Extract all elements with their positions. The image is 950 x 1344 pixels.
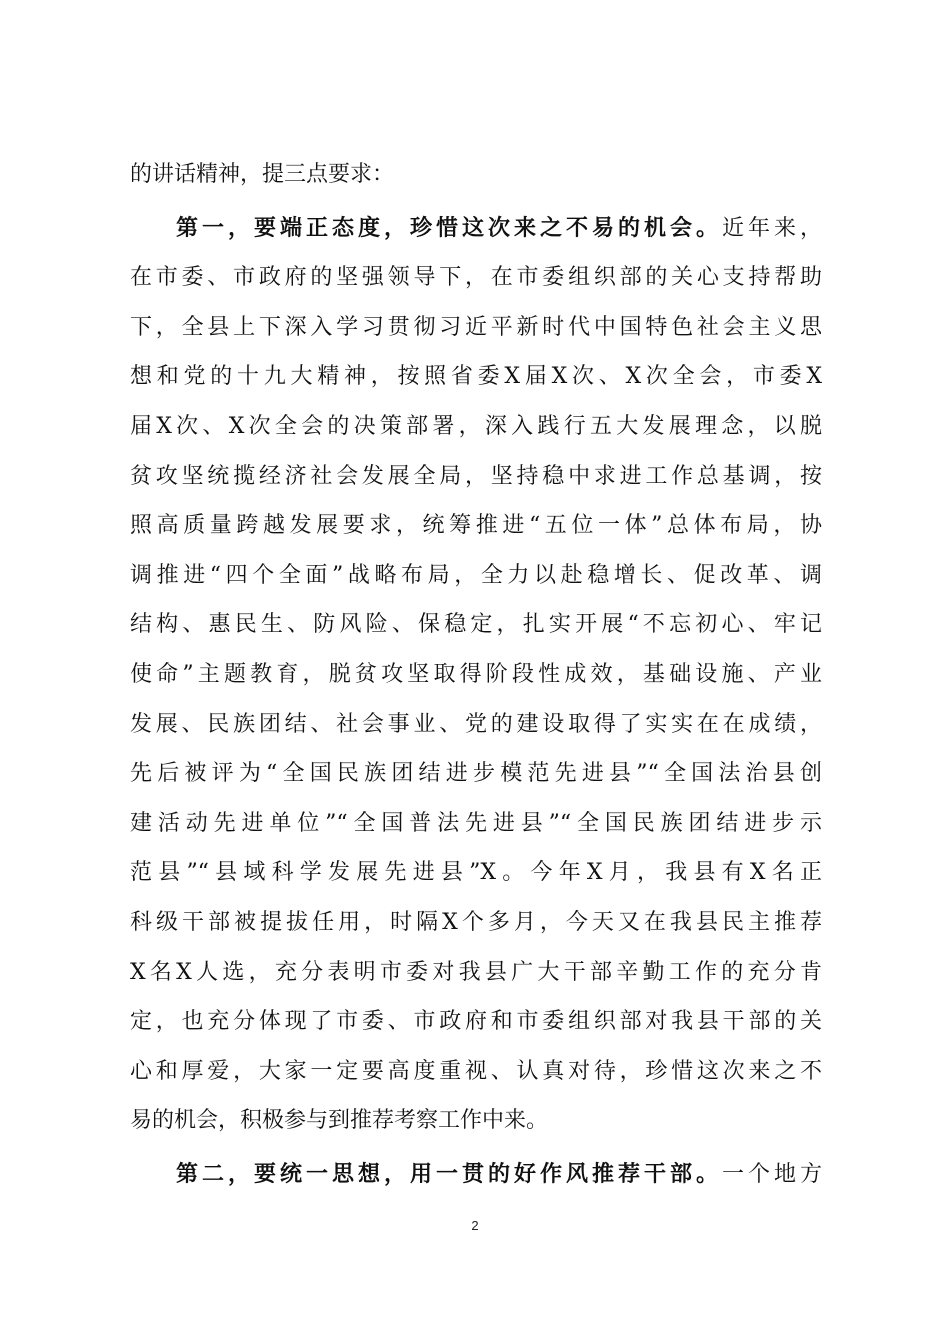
paragraph-line: 想和党的十九大精神，按照省委X届X次、X次全会，市委X [130, 364, 822, 390]
paragraph-line: 照高质量跨越发展要求，统筹推进“五位一体”总体布局，协 [130, 513, 822, 539]
paragraph-text: 近年来， [721, 215, 822, 241]
paragraph-line: 使命”主题教育，脱贫攻坚取得阶段性成效，基础设施、产业 [130, 661, 822, 687]
paragraph-line: 心和厚爱，大家一定要高度重视、认真对待，珍惜这次来之不 [130, 1058, 822, 1084]
section-heading: 第二，要统一思想，用一贯的好作风推荐干部。 [176, 1161, 722, 1187]
paragraph-line: 届X次、X次全会的决策部署，深入践行五大发展理念，以脱 [130, 413, 822, 439]
page-number: 2 [471, 1218, 479, 1233]
paragraph-line: 易的机会，积极参与到推荐考察工作中来。 [130, 1108, 549, 1134]
paragraph-text: 一个地方 [721, 1161, 822, 1187]
paragraph-line: 贫攻坚统揽经济社会发展全局，坚持稳中求进工作总基调，按 [130, 463, 822, 489]
paragraph-line: 调推进“四个全面”战略布局，全力以赴稳增长、促改革、调 [130, 562, 822, 588]
paragraph-line: 范县”“县域科学发展先进县”X。今年X月，我县有X名正 [130, 860, 822, 886]
paragraph-line [130, 204, 822, 254]
paragraph-line: 建活动先进单位”“全国普法先进县”“全国民族团结进步示 [130, 810, 822, 836]
paragraph-line: 先后被评为“全国民族团结进步模范先进县”“全国法治县创 [130, 761, 822, 787]
document-body [130, 150, 822, 1199]
paragraph-line: 在市委、市政府的坚强领导下，在市委组织部的关心支持帮助 [130, 265, 822, 291]
paragraph-line [130, 1150, 822, 1200]
paragraph-line: X名X人选，充分表明市委对我县广大干部辛勤工作的充分肯 [130, 959, 822, 985]
paragraph-line: 定，也充分体现了市委、市政府和市委组织部对我县干部的关 [130, 1009, 822, 1035]
section-heading: 第一，要端正态度，珍惜这次来之不易的机会。 [176, 215, 722, 241]
paragraph-line: 发展、民族团结、社会事业、党的建设取得了实实在在成绩， [130, 711, 822, 737]
paragraph-line: 结构、惠民生、防风险、保稳定，扎实开展“不忘初心、牢记 [130, 612, 822, 638]
paragraph-line: 的讲话精神，提三点要求： [130, 162, 395, 187]
paragraph-line: 科级干部被提拔任用，时隔X个多月，今天又在我县民主推荐 [130, 909, 822, 935]
paragraph-line: 下，全县上下深入学习贯彻习近平新时代中国特色社会主义思 [130, 314, 822, 340]
